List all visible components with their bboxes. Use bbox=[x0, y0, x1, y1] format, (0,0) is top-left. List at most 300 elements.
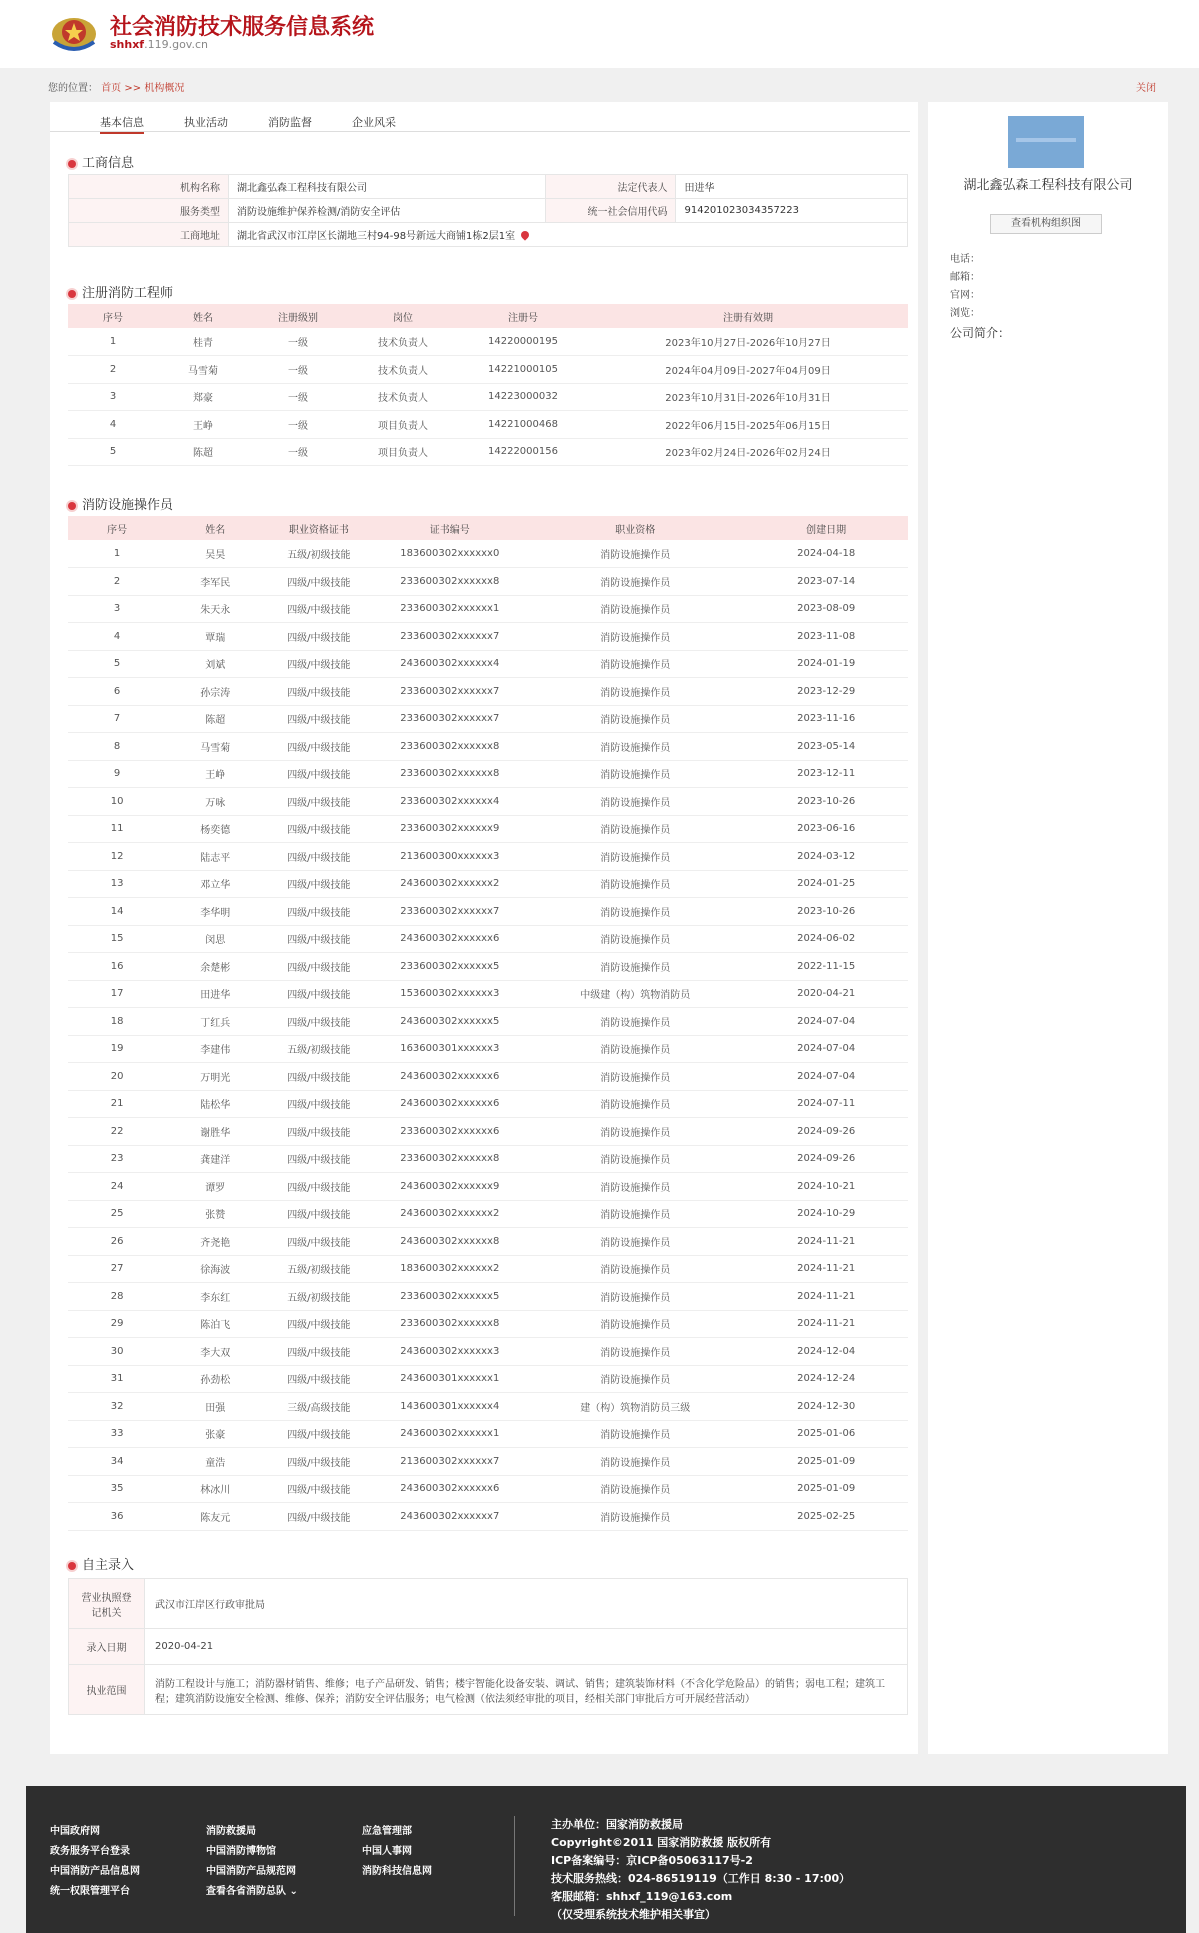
table-cell: 田进华 bbox=[166, 980, 264, 1008]
operator-row bbox=[68, 1090, 908, 1118]
table-cell: 五级/初级技能 bbox=[264, 1255, 373, 1283]
operator-row bbox=[68, 815, 908, 843]
table-cell: 四级/中级技能 bbox=[264, 843, 373, 871]
table-cell: 16 bbox=[68, 953, 166, 981]
table-cell: 技术负责人 bbox=[348, 383, 458, 411]
footer-link[interactable]: 应急管理部 bbox=[362, 1826, 412, 1837]
tab-bar bbox=[50, 102, 910, 132]
table-cell: 14223000032 bbox=[458, 383, 588, 411]
table-cell: 22 bbox=[68, 1118, 166, 1146]
operator-row bbox=[68, 1420, 908, 1448]
table-cell: 25 bbox=[68, 1200, 166, 1228]
operator-row bbox=[68, 1475, 908, 1503]
table-cell: 33 bbox=[68, 1420, 166, 1448]
table-cell: 四级/中级技能 bbox=[264, 595, 373, 623]
table-cell: 9 bbox=[68, 760, 166, 788]
table-cell: 2024-12-24 bbox=[744, 1365, 908, 1393]
footer-info-line: 技术服务热线：024-86519119（工作日 8:30 - 17:00） bbox=[551, 1872, 851, 1885]
operator-row bbox=[68, 733, 908, 761]
table-cell: 2024-11-21 bbox=[744, 1255, 908, 1283]
table-cell: 233600302xxxxxx8 bbox=[373, 568, 526, 596]
engineer-row bbox=[68, 411, 908, 439]
table-cell: 1 bbox=[68, 328, 158, 356]
table-cell: 四级/中级技能 bbox=[264, 898, 373, 926]
operator-row bbox=[68, 623, 908, 651]
table-cell: 四级/中级技能 bbox=[264, 870, 373, 898]
table-cell: 2025-01-09 bbox=[744, 1475, 908, 1503]
table-cell: 2 bbox=[68, 568, 166, 596]
table-cell: 233600302xxxxxx9 bbox=[373, 815, 526, 843]
table-cell: 消防设施操作员 bbox=[526, 898, 744, 926]
column-header: 注册号 bbox=[458, 304, 588, 328]
operator-row bbox=[68, 650, 908, 678]
table-cell: 四级/中级技能 bbox=[264, 1090, 373, 1118]
table-cell: 消防设施操作员 bbox=[526, 760, 744, 788]
table-cell: 2024-11-21 bbox=[744, 1283, 908, 1311]
operator-row bbox=[68, 1173, 908, 1201]
table-cell: 田强 bbox=[166, 1393, 264, 1421]
column-header: 序号 bbox=[68, 516, 166, 540]
table-cell: 消防设施操作员 bbox=[526, 870, 744, 898]
table-cell: 233600302xxxxxx8 bbox=[373, 1310, 526, 1338]
table-cell: 233600302xxxxxx6 bbox=[373, 1118, 526, 1146]
table-cell: 邓立华 bbox=[166, 870, 264, 898]
engineers-section-title: 注册消防工程师 bbox=[68, 282, 173, 301]
table-cell: 消防设施操作员 bbox=[526, 1448, 744, 1476]
operator-row bbox=[68, 1448, 908, 1476]
table-cell: 桂青 bbox=[158, 328, 248, 356]
footer-link[interactable]: 消防科技信息网 bbox=[362, 1866, 432, 1877]
table-cell: 5 bbox=[68, 438, 158, 466]
table-cell: 闵思 bbox=[166, 925, 264, 953]
table-cell: 李大双 bbox=[166, 1338, 264, 1366]
table-cell: 消防设施操作员 bbox=[526, 1228, 744, 1256]
table-cell: 2024-09-26 bbox=[744, 1145, 908, 1173]
table-cell: 14220000195 bbox=[458, 328, 588, 356]
table-cell: 243600302xxxxxx6 bbox=[373, 925, 526, 953]
table-cell: 消防设施操作员 bbox=[526, 1365, 744, 1393]
entry-date-value: 2020-04-21 bbox=[145, 1629, 908, 1665]
table-cell: 26 bbox=[68, 1228, 166, 1256]
site-url: shhxf.119.gov.cn bbox=[110, 38, 208, 51]
view-org-chart-button[interactable]: 查看机构组织图 bbox=[990, 214, 1102, 234]
table-cell: 四级/中级技能 bbox=[264, 1173, 373, 1201]
operator-row bbox=[68, 843, 908, 871]
table-cell: 233600302xxxxxx8 bbox=[373, 733, 526, 761]
table-cell: 万明光 bbox=[166, 1063, 264, 1091]
operator-row bbox=[68, 1338, 908, 1366]
table-cell: 龚建洋 bbox=[166, 1145, 264, 1173]
table-cell: 2023年10月27日-2026年10月27日 bbox=[588, 328, 908, 356]
table-cell: 四级/中级技能 bbox=[264, 1420, 373, 1448]
column-header: 序号 bbox=[68, 304, 158, 328]
table-cell: 消防设施操作员 bbox=[526, 568, 744, 596]
table-cell: 一级 bbox=[248, 356, 348, 384]
table-cell: 2023-11-08 bbox=[744, 623, 908, 651]
table-cell: 消防设施操作员 bbox=[526, 1255, 744, 1283]
table-cell: 35 bbox=[68, 1475, 166, 1503]
table-cell: 6 bbox=[68, 678, 166, 706]
table-cell: 2025-02-25 bbox=[744, 1503, 908, 1531]
table-cell: 五级/初级技能 bbox=[264, 1035, 373, 1063]
operator-row bbox=[68, 678, 908, 706]
business-section-title: 工商信息 bbox=[68, 152, 134, 171]
table-cell: 233600302xxxxxx7 bbox=[373, 898, 526, 926]
table-cell: 10 bbox=[68, 788, 166, 816]
table-cell: 2024-07-04 bbox=[744, 1035, 908, 1063]
table-cell: 14222000156 bbox=[458, 438, 588, 466]
company-side-panel bbox=[928, 102, 1168, 1754]
section-bullet-icon bbox=[68, 160, 76, 168]
footer-info-line: Copyright©2011 国家消防救援 版权所有 bbox=[551, 1836, 772, 1849]
operator-row bbox=[68, 1393, 908, 1421]
operator-row bbox=[68, 870, 908, 898]
table-cell: 13 bbox=[68, 870, 166, 898]
table-cell: 243600302xxxxxx9 bbox=[373, 1173, 526, 1201]
table-cell: 四级/中级技能 bbox=[264, 788, 373, 816]
table-cell: 2023-11-16 bbox=[744, 705, 908, 733]
table-cell: 19 bbox=[68, 1035, 166, 1063]
operator-row bbox=[68, 925, 908, 953]
table-cell: 23 bbox=[68, 1145, 166, 1173]
table-cell: 谭罗 bbox=[166, 1173, 264, 1201]
table-cell: 2 bbox=[68, 356, 158, 384]
footer-info-line: 主办单位：国家消防救援局 bbox=[551, 1818, 683, 1831]
table-cell: 四级/中级技能 bbox=[264, 925, 373, 953]
operator-row bbox=[68, 1008, 908, 1036]
table-cell: 消防设施操作员 bbox=[526, 815, 744, 843]
table-cell: 233600302xxxxxx7 bbox=[373, 623, 526, 651]
engineers-table bbox=[68, 304, 908, 466]
table-cell: 233600302xxxxxx8 bbox=[373, 760, 526, 788]
footer-link[interactable]: 中国人事网 bbox=[362, 1846, 412, 1857]
table-cell: 四级/中级技能 bbox=[264, 1503, 373, 1531]
table-cell: 童浩 bbox=[166, 1448, 264, 1476]
table-cell: 孙劲松 bbox=[166, 1365, 264, 1393]
table-cell: 陆志平 bbox=[166, 843, 264, 871]
footer-link[interactable]: 消防救援局 bbox=[206, 1826, 256, 1837]
table-cell: 2024-06-02 bbox=[744, 925, 908, 953]
operator-row bbox=[68, 980, 908, 1008]
table-cell: 王峥 bbox=[158, 411, 248, 439]
table-cell: 14 bbox=[68, 898, 166, 926]
table-cell: 243600302xxxxxx6 bbox=[373, 1063, 526, 1091]
table-cell: 四级/中级技能 bbox=[264, 568, 373, 596]
table-cell: 243600301xxxxxx1 bbox=[373, 1365, 526, 1393]
table-cell: 233600302xxxxxx7 bbox=[373, 705, 526, 733]
table-cell: 一级 bbox=[248, 438, 348, 466]
footer-link[interactable]: 中国消防博物馆 bbox=[206, 1846, 276, 1857]
column-header: 证书编号 bbox=[373, 516, 526, 540]
table-cell: 213600302xxxxxx7 bbox=[373, 1448, 526, 1476]
table-cell: 2025-01-06 bbox=[744, 1420, 908, 1448]
table-cell: 21 bbox=[68, 1090, 166, 1118]
table-cell: 陈泊飞 bbox=[166, 1310, 264, 1338]
table-cell: 马雪菊 bbox=[166, 733, 264, 761]
footer-link[interactable]: 统一权限管理平台 bbox=[50, 1886, 130, 1897]
table-cell: 消防设施操作员 bbox=[526, 1035, 744, 1063]
table-cell: 233600302xxxxxx1 bbox=[373, 595, 526, 623]
tab-supervision[interactable]: 消防监督 bbox=[268, 116, 312, 129]
operator-row bbox=[68, 788, 908, 816]
tab-company-style[interactable]: 企业风采 bbox=[352, 116, 396, 129]
table-cell: 四级/中级技能 bbox=[264, 1475, 373, 1503]
table-cell: 项目负责人 bbox=[348, 438, 458, 466]
operator-row bbox=[68, 760, 908, 788]
fire-rescue-emblem-icon bbox=[48, 12, 100, 52]
table-cell: 孙宗涛 bbox=[166, 678, 264, 706]
table-cell: 2024-01-19 bbox=[744, 650, 908, 678]
company-intro-label: 公司简介： bbox=[950, 326, 1011, 340]
table-cell: 消防设施操作员 bbox=[526, 623, 744, 651]
table-cell: 消防设施操作员 bbox=[526, 1063, 744, 1091]
breadcrumb-bar bbox=[26, 68, 1186, 102]
table-cell: 一级 bbox=[248, 411, 348, 439]
table-cell: 消防设施操作员 bbox=[526, 1173, 744, 1201]
table-cell: 12 bbox=[68, 843, 166, 871]
table-cell: 万咏 bbox=[166, 788, 264, 816]
legal-rep-value: 田进华 bbox=[676, 175, 908, 199]
operator-row bbox=[68, 1310, 908, 1338]
tab-practice[interactable]: 执业活动 bbox=[184, 116, 228, 129]
table-cell: 17 bbox=[68, 980, 166, 1008]
table-cell: 四级/中级技能 bbox=[264, 1338, 373, 1366]
operator-row bbox=[68, 1145, 908, 1173]
table-cell: 消防设施操作员 bbox=[526, 1008, 744, 1036]
company-logo bbox=[1008, 116, 1084, 168]
table-cell: 消防设施操作员 bbox=[526, 595, 744, 623]
table-cell: 四级/中级技能 bbox=[264, 1448, 373, 1476]
table-cell: 2024-07-04 bbox=[744, 1008, 908, 1036]
table-cell: 243600302xxxxxx2 bbox=[373, 1200, 526, 1228]
section-bullet-icon bbox=[68, 502, 76, 510]
table-cell: 243600302xxxxxx3 bbox=[373, 1338, 526, 1366]
table-cell: 消防设施操作员 bbox=[526, 843, 744, 871]
table-cell: 技术负责人 bbox=[348, 328, 458, 356]
table-cell: 2024-11-21 bbox=[744, 1228, 908, 1256]
table-cell: 36 bbox=[68, 1503, 166, 1531]
table-cell: 四级/中级技能 bbox=[264, 623, 373, 651]
table-cell: 2024-10-21 bbox=[744, 1173, 908, 1201]
operators-table bbox=[68, 516, 908, 1531]
operator-row bbox=[68, 1118, 908, 1146]
credit-code-value: 91420102303435722​3 bbox=[676, 199, 908, 223]
table-cell: 消防设施操作员 bbox=[526, 1118, 744, 1146]
table-cell: 五级/初级技能 bbox=[264, 540, 373, 568]
table-cell: 15 bbox=[68, 925, 166, 953]
footer-link[interactable]: 政务服务平台登录 bbox=[50, 1846, 130, 1857]
site-header bbox=[0, 0, 1199, 68]
table-cell: 陈超 bbox=[158, 438, 248, 466]
engineer-row bbox=[68, 356, 908, 384]
table-cell: 四级/中级技能 bbox=[264, 1063, 373, 1091]
table-cell: 24 bbox=[68, 1173, 166, 1201]
close-link[interactable]: 关闭 bbox=[1136, 83, 1156, 94]
column-header: 注册有效期 bbox=[588, 304, 908, 328]
table-cell: 陈超 bbox=[166, 705, 264, 733]
table-cell: 2023-10-26 bbox=[744, 898, 908, 926]
table-cell: 2023-12-11 bbox=[744, 760, 908, 788]
table-cell: 徐海波 bbox=[166, 1255, 264, 1283]
table-cell: 消防设施操作员 bbox=[526, 953, 744, 981]
table-cell: 4 bbox=[68, 623, 166, 651]
table-cell: 四级/中级技能 bbox=[264, 953, 373, 981]
table-cell: 刘斌 bbox=[166, 650, 264, 678]
breadcrumb-home-link[interactable]: 首页 bbox=[101, 83, 122, 94]
breadcrumb: 您的位置： 首页 >> 机构概况 bbox=[48, 83, 185, 94]
table-cell: 2023-06-16 bbox=[744, 815, 908, 843]
footer-link[interactable]: 中国消防产品规范网 bbox=[206, 1866, 296, 1877]
table-cell: 马雪菊 bbox=[158, 356, 248, 384]
table-cell: 163600301xxxxxx3 bbox=[373, 1035, 526, 1063]
operator-row bbox=[68, 1063, 908, 1091]
table-cell: 一级 bbox=[248, 383, 348, 411]
table-cell: 消防设施操作员 bbox=[526, 1503, 744, 1531]
email-field: 邮箱： bbox=[950, 272, 980, 283]
table-cell: 余楚彬 bbox=[166, 953, 264, 981]
table-cell: 吴昊 bbox=[166, 540, 264, 568]
table-cell: 消防设施操作员 bbox=[526, 1475, 744, 1503]
table-cell: 建（构）筑物消防员三级 bbox=[526, 1393, 744, 1421]
table-cell: 7 bbox=[68, 705, 166, 733]
table-cell: 14221000105 bbox=[458, 356, 588, 384]
table-cell: 233600302xxxxxx5 bbox=[373, 953, 526, 981]
footer-link[interactable]: 中国政府网 bbox=[50, 1826, 100, 1837]
table-cell: 2023-05-14 bbox=[744, 733, 908, 761]
engineer-row bbox=[68, 383, 908, 411]
table-cell: 四级/中级技能 bbox=[264, 1145, 373, 1173]
table-cell: 2022年06月15日-2025年06月15日 bbox=[588, 411, 908, 439]
table-cell: 2025-01-09 bbox=[744, 1448, 908, 1476]
section-bullet-icon bbox=[68, 1562, 76, 1570]
table-cell: 四级/中级技能 bbox=[264, 1228, 373, 1256]
table-cell: 2024-03-12 bbox=[744, 843, 908, 871]
table-cell: 243600302xxxxxx8 bbox=[373, 1228, 526, 1256]
section-bullet-icon bbox=[68, 290, 76, 298]
table-cell: 2024-01-25 bbox=[744, 870, 908, 898]
table-cell: 李军民 bbox=[166, 568, 264, 596]
self-entry-table: 营业执照登记机关 武汉市江岸区行政审批局 录入日期 2020-04-21 执业范围 消防工程设计与施工；消防器材销售、维修；电子产品研发、销售；楼宇智能化设备安装、调试、销售；建筑装饰材料（不含化学危险品）的销售；弱电工程；建筑工程；建筑消防设施安全检测、维修、保养；消防安全评估服务；电气检测（依法须经审批的项目，经相关部门审批后方可开展经营活动） bbox=[68, 1578, 908, 1715]
table-cell: 四级/中级技能 bbox=[264, 705, 373, 733]
table-cell: 消防设施操作员 bbox=[526, 1310, 744, 1338]
table-cell: 11 bbox=[68, 815, 166, 843]
column-header: 职业资格 bbox=[526, 516, 744, 540]
footer-divider bbox=[514, 1816, 515, 1916]
table-cell: 2023年10月31日-2026年10月31日 bbox=[588, 383, 908, 411]
table-cell: 消防设施操作员 bbox=[526, 705, 744, 733]
table-cell: 2024年04月09日-2027年04月09日 bbox=[588, 356, 908, 384]
column-header: 姓名 bbox=[166, 516, 264, 540]
website-field: 官网： bbox=[950, 290, 980, 301]
table-cell: 李建伟 bbox=[166, 1035, 264, 1063]
side-company-name: 湖北鑫弘森工程科技有限公司 bbox=[963, 178, 1133, 193]
table-cell: 消防设施操作员 bbox=[526, 1338, 744, 1366]
table-cell: 20 bbox=[68, 1063, 166, 1091]
operator-row bbox=[68, 953, 908, 981]
operator-row bbox=[68, 595, 908, 623]
address-value: 湖北省武汉市江岸区长湖地三村94-98号新远大商铺1栋2层1室 bbox=[229, 223, 908, 247]
table-cell: 183600302xxxxxx2 bbox=[373, 1255, 526, 1283]
table-cell: 34 bbox=[68, 1448, 166, 1476]
views-field: 浏览： bbox=[950, 308, 980, 319]
table-cell: 2023-10-26 bbox=[744, 788, 908, 816]
table-cell: 王峥 bbox=[166, 760, 264, 788]
service-type-value: 消防设施维护保养检测/消防安全评估 bbox=[229, 199, 546, 223]
table-cell: 2024-10-29 bbox=[744, 1200, 908, 1228]
table-cell: 2024-12-30 bbox=[744, 1393, 908, 1421]
table-cell: 消防设施操作员 bbox=[526, 1090, 744, 1118]
table-cell: 243600302xxxxxx6 bbox=[373, 1475, 526, 1503]
table-cell: 1 bbox=[68, 540, 166, 568]
operator-row bbox=[68, 898, 908, 926]
table-cell: 183600302xxxxxx0 bbox=[373, 540, 526, 568]
footer-link[interactable]: 查看各省消防总队 ⌄ bbox=[206, 1886, 298, 1897]
operator-row bbox=[68, 1228, 908, 1256]
table-cell: 消防设施操作员 bbox=[526, 925, 744, 953]
footer-info-line: 客服邮箱：shhxf_119@163.com bbox=[551, 1890, 733, 1903]
table-cell: 四级/中级技能 bbox=[264, 980, 373, 1008]
table-cell: 243600302xxxxxx1 bbox=[373, 1420, 526, 1448]
operator-row bbox=[68, 1365, 908, 1393]
footer-link[interactable]: 中国消防产品信息网 bbox=[50, 1866, 140, 1877]
map-pin-icon[interactable] bbox=[519, 229, 530, 240]
operator-row bbox=[68, 1283, 908, 1311]
column-header: 职业资格证书 bbox=[264, 516, 373, 540]
table-cell: 14221000468 bbox=[458, 411, 588, 439]
column-header: 姓名 bbox=[158, 304, 248, 328]
site-title: 社会消防技术服务信息系统 bbox=[110, 15, 375, 40]
table-cell: 覃瑞 bbox=[166, 623, 264, 651]
table-cell: 四级/中级技能 bbox=[264, 1008, 373, 1036]
table-cell: 消防设施操作员 bbox=[526, 540, 744, 568]
business-scope-value: 消防工程设计与施工；消防器材销售、维修；电子产品研发、销售；楼宇智能化设备安装、调试、销售；建筑装饰材料（不含化学危险品）的销售；弱电工程；建筑工程；建筑消防设施安全检测、维修、保养；消防安全评估服务；电气检测（依法须经审批的项目，经相关部门审批后方可开展经营活动） bbox=[145, 1665, 908, 1715]
table-cell: 三级/高级技能 bbox=[264, 1393, 373, 1421]
table-cell: 30 bbox=[68, 1338, 166, 1366]
table-cell: 四级/中级技能 bbox=[264, 760, 373, 788]
table-cell: 18 bbox=[68, 1008, 166, 1036]
table-cell: 四级/中级技能 bbox=[264, 1365, 373, 1393]
table-cell: 27 bbox=[68, 1255, 166, 1283]
table-cell: 31 bbox=[68, 1365, 166, 1393]
reg-authority-value: 武汉市江岸区行政审批局 bbox=[145, 1579, 908, 1629]
table-cell: 李华明 bbox=[166, 898, 264, 926]
operators-section-title: 消防设施操作员 bbox=[68, 494, 173, 513]
table-cell: 2024-04-18 bbox=[744, 540, 908, 568]
self-entry-section-title: 自主录入 bbox=[68, 1554, 134, 1573]
table-cell: 郑豪 bbox=[158, 383, 248, 411]
table-cell: 5 bbox=[68, 650, 166, 678]
table-cell: 五级/初级技能 bbox=[264, 1283, 373, 1311]
table-cell: 4 bbox=[68, 411, 158, 439]
breadcrumb-current[interactable]: 机构概况 bbox=[144, 83, 185, 94]
table-cell: 143600301xxxxxx4 bbox=[373, 1393, 526, 1421]
column-header: 岗位 bbox=[348, 304, 458, 328]
tab-basic-info[interactable]: 基本信息 bbox=[100, 114, 144, 134]
table-cell: 2024-07-04 bbox=[744, 1063, 908, 1091]
site-footer bbox=[26, 1786, 1186, 1933]
table-cell: 齐尧艳 bbox=[166, 1228, 264, 1256]
table-cell: 2023-12-29 bbox=[744, 678, 908, 706]
table-cell: 中级建（构）筑物消防员 bbox=[526, 980, 744, 1008]
table-cell: 消防设施操作员 bbox=[526, 1145, 744, 1173]
table-cell: 一级 bbox=[248, 328, 348, 356]
operator-row bbox=[68, 568, 908, 596]
table-cell: 2024-12-04 bbox=[744, 1338, 908, 1366]
table-cell: 陈友元 bbox=[166, 1503, 264, 1531]
operator-row bbox=[68, 705, 908, 733]
company-name-value: 湖北鑫弘森工程科技有限公司 bbox=[229, 175, 546, 199]
table-cell: 消防设施操作员 bbox=[526, 788, 744, 816]
